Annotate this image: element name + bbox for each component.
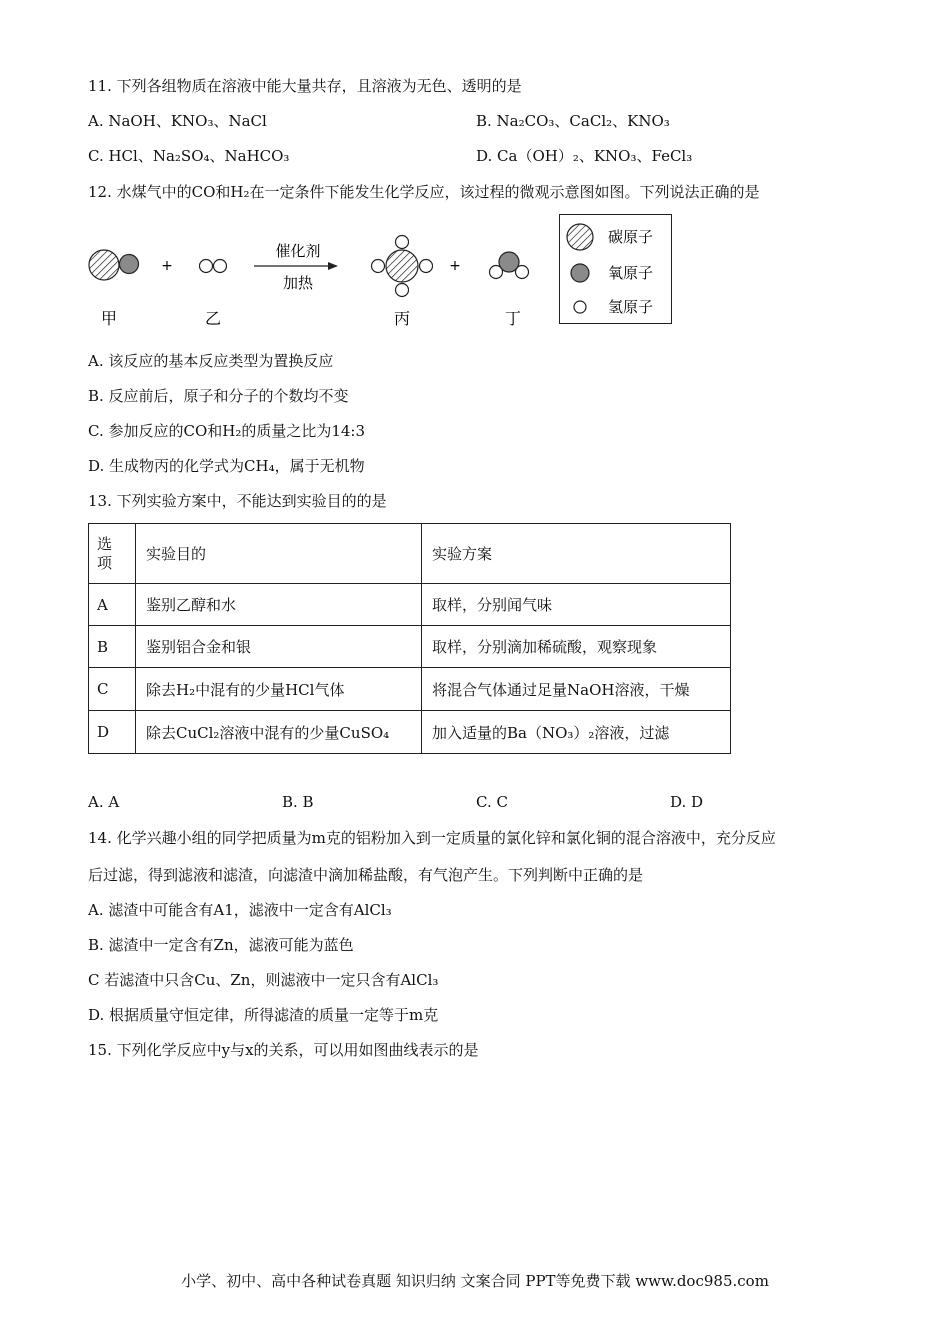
q12-stem: 12. 水煤气中的CO和H₂在一定条件下能发生化学反应，该过程的微观示意图如图。下列说法正确的是 bbox=[88, 183, 760, 201]
q11-option-d: D. Ca（OH）₂、KNO₃、FeCl₃ bbox=[476, 147, 693, 165]
diagram-legend bbox=[559, 214, 672, 324]
carbon-atom-icon bbox=[567, 224, 593, 250]
row-a-plan: 取样，分别闻气味 bbox=[422, 584, 731, 626]
q12-option-d: D. 生成物丙的化学式为CH₄，属于无机物 bbox=[88, 457, 365, 475]
page-footer: 小学、初中、高中各种试卷真题 知识归纳 文案合同 PPT等免费下载 www.doc985.com bbox=[181, 1272, 769, 1290]
row-a-aim: 鉴别乙醇和水 bbox=[136, 584, 422, 626]
reaction-diagram bbox=[80, 228, 560, 338]
row-c-option: C bbox=[89, 668, 136, 711]
row-b-aim: 鉴别铝合金和银 bbox=[136, 626, 422, 668]
legend-hydrogen: 氢原子 bbox=[608, 298, 654, 316]
q14-option-c: C 若滤渣中只含Cu、Zn，则滤液中一定只含有AlCl₃ bbox=[88, 971, 439, 989]
q11-option-c: C. HCl、Na₂SO₄、NaHCO₃ bbox=[88, 147, 290, 165]
legend-carbon: 碳原子 bbox=[608, 228, 654, 246]
molecule-h2o-icon bbox=[490, 252, 529, 279]
heat-label: 加热 bbox=[282, 274, 314, 292]
table-row bbox=[89, 711, 731, 754]
label-jia: 甲 bbox=[100, 309, 118, 328]
q14-stem-line2: 后过滤，得到滤液和滤渣，向滤渣中滴加稀盐酸，有气泡产生。下列判断中正确的是 bbox=[88, 866, 644, 884]
plus-sign-1: + bbox=[161, 258, 173, 274]
hydrogen-atom-icon bbox=[574, 301, 586, 313]
label-yi: 乙 bbox=[204, 309, 222, 328]
table-header-row bbox=[89, 524, 731, 584]
q12-option-a: A. 该反应的基本反应类型为置换反应 bbox=[88, 352, 334, 370]
molecule-ch4-icon bbox=[372, 236, 433, 297]
q14-option-d: D. 根据质量守恒定律，所得滤渣的质量一定等于m克 bbox=[88, 1006, 439, 1024]
oxygen-atom-icon bbox=[571, 264, 589, 282]
catalyst-label: 催化剂 bbox=[275, 242, 321, 260]
q11-option-b: B. Na₂CO₃、CaCl₂、KNO₃ bbox=[476, 112, 670, 130]
q11-stem: 11. 下列各组物质在溶液中能大量共存，且溶液为无色、透明的是 bbox=[88, 77, 522, 95]
q12-option-c: C. 参加反应的CO和H₂的质量之比为14:3 bbox=[88, 422, 366, 440]
table-row bbox=[89, 584, 731, 626]
experiment-table bbox=[88, 523, 731, 754]
molecule-co-icon bbox=[89, 250, 139, 280]
table-row bbox=[89, 626, 731, 668]
row-b-option: B bbox=[89, 626, 136, 668]
row-d-aim: 除去CuCl₂溶液中混有的少量CuSO₄ bbox=[136, 711, 422, 754]
header-plan: 实验方案 bbox=[422, 524, 731, 584]
row-c-aim: 除去H₂中混有的少量HCl气体 bbox=[136, 668, 422, 711]
plus-sign-2: + bbox=[449, 258, 461, 274]
legend-oxygen: 氧原子 bbox=[608, 264, 654, 282]
table-row bbox=[89, 668, 731, 711]
q13-stem: 13. 下列实验方案中，不能达到实验目的的是 bbox=[88, 492, 387, 510]
header-aim: 实验目的 bbox=[136, 524, 422, 584]
q13-option-c: C. C bbox=[476, 793, 508, 811]
label-bing: 丙 bbox=[393, 309, 411, 328]
molecule-h2-icon bbox=[200, 260, 227, 273]
q14-option-b: B. 滤渣中一定含有Zn，滤液可能为蓝色 bbox=[88, 936, 354, 954]
q12-option-b: B. 反应前后，原子和分子的个数均不变 bbox=[88, 387, 349, 405]
row-c-plan: 将混合气体通过足量NaOH溶液，干燥 bbox=[422, 668, 731, 711]
label-ding: 丁 bbox=[504, 309, 522, 328]
q14-stem-line1: 14. 化学兴趣小组的同学把质量为m克的铝粉加入到一定质量的氯化锌和氯化铜的混合溶液中，充分反应 bbox=[88, 829, 776, 847]
q13-option-b: B. B bbox=[282, 793, 314, 811]
row-d-plan: 加入适量的Ba（NO₃）₂溶液，过滤 bbox=[422, 711, 731, 754]
q13-option-d: D. D bbox=[670, 793, 704, 811]
q15-stem: 15. 下列化学反应中y与x的关系，可以用如图曲线表示的是 bbox=[88, 1041, 479, 1059]
q14-option-a: A. 滤渣中可能含有A1，滤液中一定含有AlCl₃ bbox=[88, 901, 392, 919]
header-option: 选项 bbox=[89, 524, 136, 584]
row-b-plan: 取样，分别滴加稀硫酸，观察现象 bbox=[422, 626, 731, 668]
q11-option-a: A. NaOH、KNO₃、NaCl bbox=[88, 112, 267, 130]
q13-option-a: A. A bbox=[88, 793, 120, 811]
row-d-option: D bbox=[89, 711, 136, 754]
arrow-head-icon bbox=[328, 262, 338, 270]
row-a-option: A bbox=[89, 584, 136, 626]
